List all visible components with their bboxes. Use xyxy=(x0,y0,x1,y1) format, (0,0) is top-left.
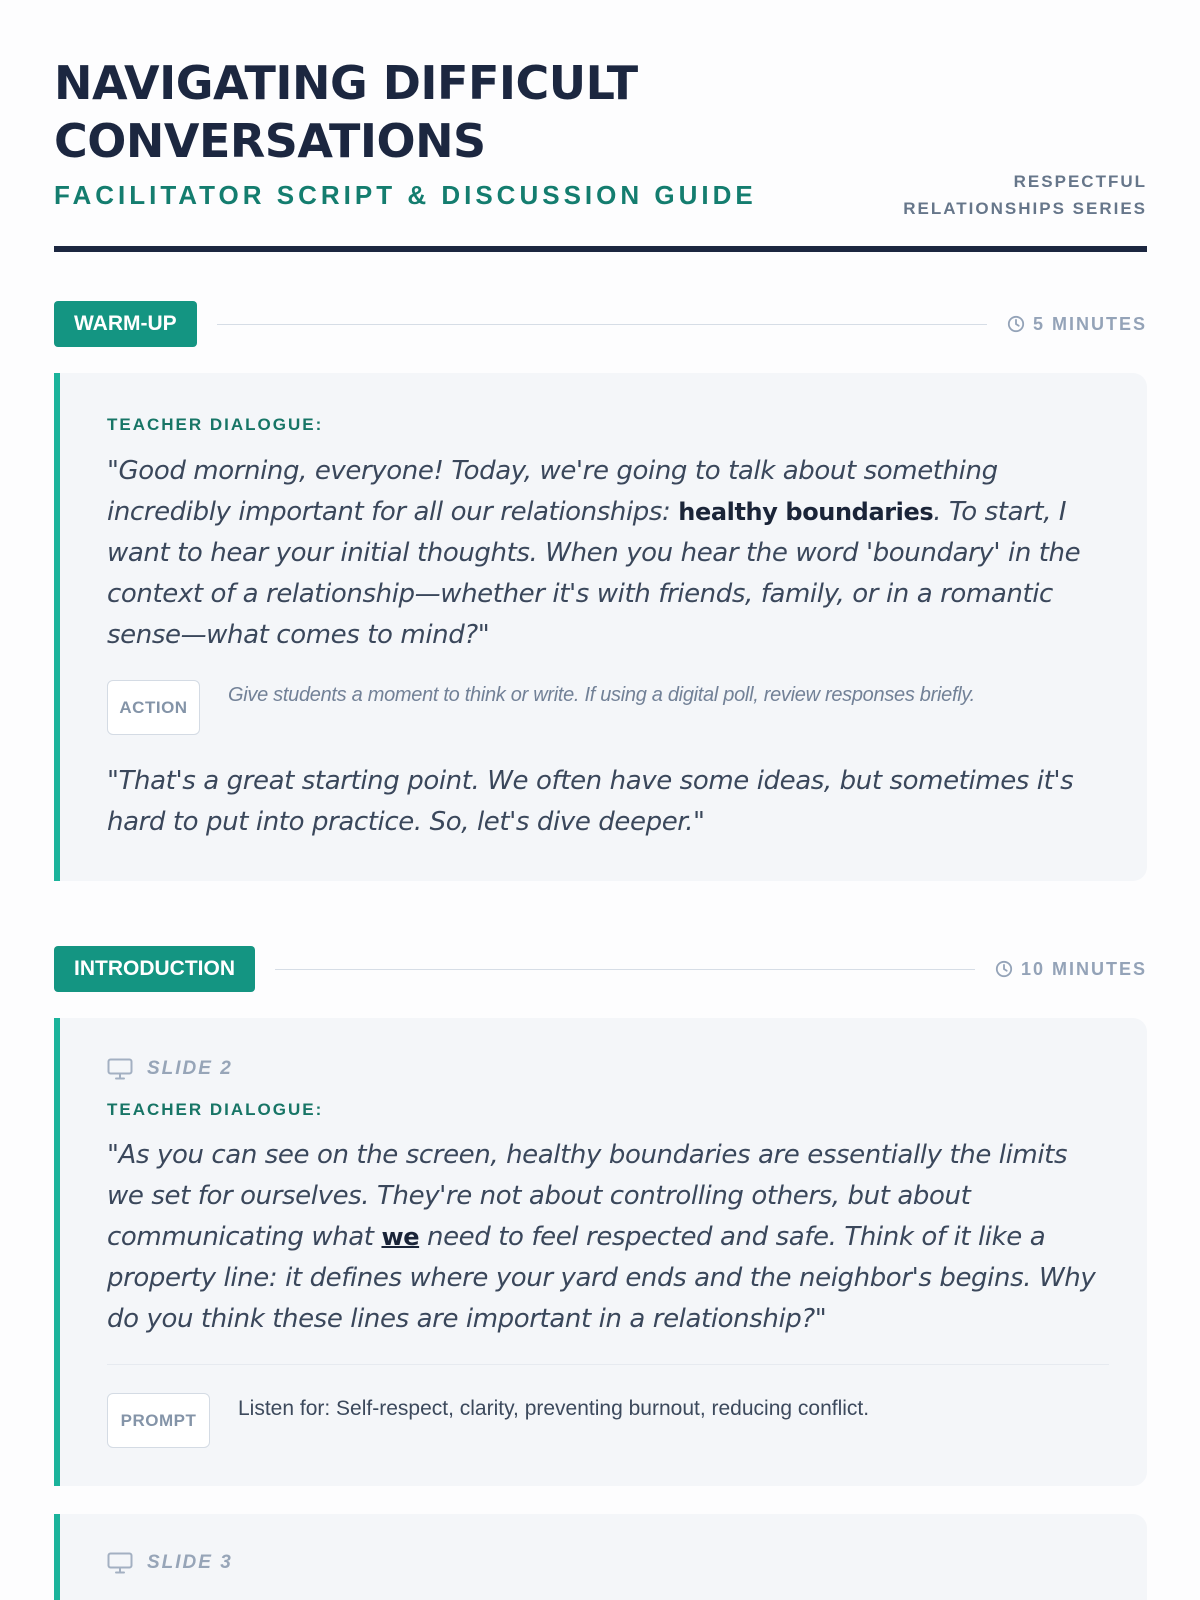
duration-text: 5 MINUTES xyxy=(1032,313,1147,334)
header-rule xyxy=(54,246,1147,252)
prompt-text: Listen for: Self-respect, clarity, preventing burnout, reducing conflict. xyxy=(238,1397,870,1420)
duration-text: 10 MINUTES xyxy=(1020,958,1147,979)
slide-label: SLIDE 2 xyxy=(147,1058,233,1079)
document-header xyxy=(54,0,1147,256)
section-header-warm-up xyxy=(54,301,1147,347)
monitor-icon xyxy=(107,1058,133,1080)
title-line-1: NAVIGATING DIFFICULT xyxy=(54,56,638,110)
prompt-tag: PROMPT xyxy=(107,1393,210,1448)
section-divider xyxy=(217,324,987,325)
clock-icon xyxy=(995,960,1013,978)
action-text: Give students a moment to think or write. If using a digital poll, review responses briefly. xyxy=(228,684,975,706)
followup-dialogue: "That's a great starting point. We often have some ideas, but sometimes it's hard to put into practice. So, let's dive deeper." xyxy=(107,766,1074,837)
dialogue-emphasis: we xyxy=(381,1223,420,1251)
action-note xyxy=(107,680,975,735)
section-duration xyxy=(995,959,1147,980)
section-duration xyxy=(1007,314,1147,335)
title-line-2: CONVERSATIONS xyxy=(54,114,486,168)
document-page xyxy=(54,0,1147,1573)
series-label xyxy=(903,168,1147,222)
slide-reference xyxy=(107,1552,233,1574)
page-title xyxy=(54,54,754,170)
monitor-icon xyxy=(107,1552,133,1574)
dialogue-card xyxy=(54,1018,1147,1486)
dialogue-emphasis: healthy boundaries xyxy=(678,498,934,526)
dialogue-text-part: "As you can see on the screen, healthy boundaries are essentially the limits we set for ourselves. They're not about controlling others, but about communicating what xyxy=(107,1140,1068,1252)
page-subtitle: FACILITATOR SCRIPT & DISCUSSION GUIDE xyxy=(54,180,757,210)
section-header-introduction xyxy=(54,946,1147,992)
dialogue-text-part: need to feel respected and safe. Think of it like a property line: it defines where your yard ends and the neighbor's begins. Why do you think these lines are important in a relationship?" xyxy=(107,1222,1096,1334)
dialogue-label: TEACHER DIALOGUE: xyxy=(107,415,324,434)
dialogue-text xyxy=(107,451,1087,656)
section-badge: WARM-UP xyxy=(54,301,197,347)
series-line-2: RELATIONSHIPS SERIES xyxy=(903,199,1147,218)
action-tag: ACTION xyxy=(107,680,200,735)
section-badge: INTRODUCTION xyxy=(54,946,255,992)
slide-reference xyxy=(107,1058,233,1080)
dialogue-text-part: . To start, I want to hear your initial thoughts. When you hear the word 'boundary' in the context of a relationship—whether it's with friends, family, or in a romantic sense—what comes to mind?" xyxy=(107,497,1081,650)
dialogue-text-part: "Good morning, everyone! Today, we're going to talk about something incredibly important for all our relationships: xyxy=(107,456,998,527)
prompt-note xyxy=(107,1393,869,1448)
section-divider xyxy=(275,969,975,970)
dialogue-card xyxy=(54,1514,1147,1600)
clock-icon xyxy=(1007,315,1025,333)
dialogue-label: TEACHER DIALOGUE: xyxy=(107,1100,324,1119)
slide-label: SLIDE 3 xyxy=(147,1552,233,1573)
series-line-1: RESPECTFUL xyxy=(1013,172,1147,191)
dialogue-text xyxy=(107,1135,1097,1340)
dialogue-card xyxy=(54,373,1147,881)
card-divider xyxy=(107,1364,1109,1365)
